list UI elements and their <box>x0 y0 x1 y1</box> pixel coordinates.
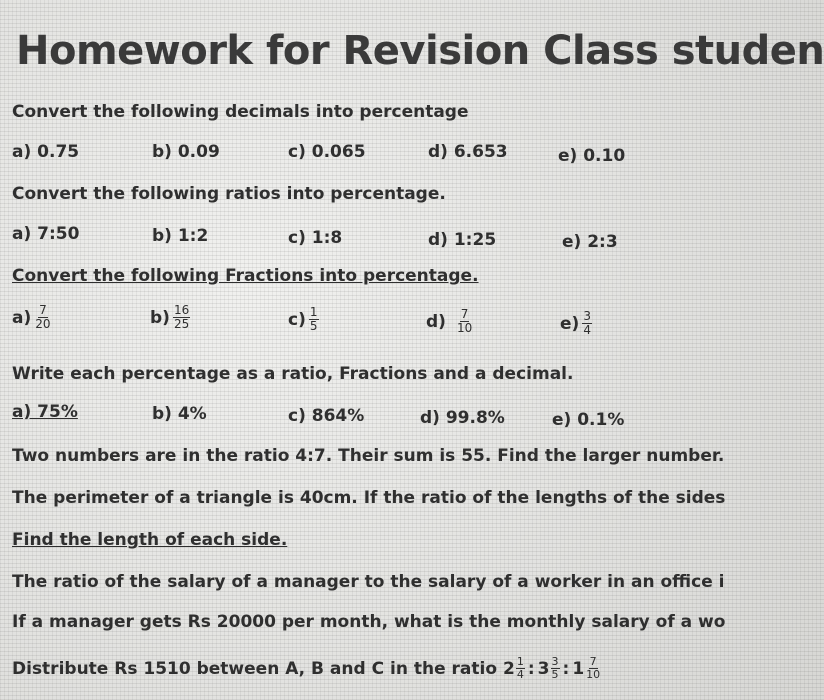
mixed-number-3 <box>572 656 601 681</box>
numerator: 1 <box>516 655 524 668</box>
q1-option-b: b) 0.09 <box>152 142 220 162</box>
q8-text <box>12 656 601 681</box>
q7-text-line2: If a manager gets Rs 20000 per month, what is the monthly salary of a wo <box>12 612 726 632</box>
denominator: 20 <box>35 317 51 331</box>
q4-option-b: b) 4% <box>152 404 207 424</box>
fraction <box>173 304 190 331</box>
q3-option-a <box>12 304 52 331</box>
q4-option-c: c) 864% <box>288 406 365 426</box>
q2-option-c: c) 1:8 <box>288 228 343 248</box>
q3-option-b <box>150 304 190 331</box>
q3-option-a-label: a) <box>12 307 32 328</box>
denominator: 10 <box>586 668 601 681</box>
fraction <box>309 306 319 333</box>
numerator: 7 <box>589 655 597 668</box>
q1-option-a: a) 0.75 <box>12 142 80 162</box>
fraction <box>456 308 473 335</box>
q3-heading: Convert the following Fractions into percentage. <box>12 266 479 286</box>
q8-prompt: Distribute Rs 1510 between A, B and C in the ratio <box>12 658 498 679</box>
numerator: 16 <box>173 303 190 317</box>
q3-option-c-label: c) <box>288 309 306 330</box>
q2-option-a: a) 7:50 <box>12 224 80 244</box>
fraction <box>516 656 525 681</box>
q3-option-e-label: e) <box>560 313 580 334</box>
numerator: 7 <box>460 307 469 321</box>
denominator: 10 <box>456 321 473 335</box>
q1-heading: Convert the following decimals into percentage <box>12 102 469 122</box>
q3-option-d-label: d) <box>426 311 446 332</box>
denominator: 4 <box>516 668 524 681</box>
q4-option-e: e) 0.1% <box>552 410 625 430</box>
denominator: 25 <box>173 317 190 331</box>
denominator: 5 <box>551 668 559 681</box>
mixed-number-2 <box>538 656 560 681</box>
fraction <box>585 656 601 681</box>
numerator: 7 <box>39 303 47 317</box>
q6-text-line2: Find the length of each side. <box>12 530 288 550</box>
q2-heading: Convert the following ratios into percentage. <box>12 184 446 204</box>
numerator: 3 <box>551 655 559 668</box>
q7-text-line1: The ratio of the salary of a manager to the salary of a worker in an office i <box>12 572 725 592</box>
denominator: 5 <box>309 319 318 333</box>
q2-option-d: d) 1:25 <box>428 230 497 250</box>
mixed-number-1 <box>503 656 525 681</box>
denominator: 4 <box>583 323 591 337</box>
fraction <box>34 304 51 331</box>
ratio-separator: : <box>527 658 535 679</box>
q2-option-b: b) 1:2 <box>152 226 209 246</box>
q1-option-c: c) 0.065 <box>288 142 366 162</box>
numerator: 1 <box>309 305 318 319</box>
q6-text-line1: The perimeter of a triangle is 40cm. If the ratio of the lengths of the sides <box>12 488 726 508</box>
fraction <box>582 310 592 337</box>
q3-option-c <box>288 306 319 333</box>
whole: 2 <box>503 658 515 679</box>
q3-option-d <box>426 308 473 335</box>
page-title: Homework for Revision Class studen <box>16 28 824 74</box>
q3-option-b-label: b) <box>150 307 170 328</box>
ratio-separator: : <box>562 658 570 679</box>
whole: 1 <box>572 658 585 679</box>
q3-option-e <box>560 310 592 337</box>
q2-option-e: e) 2:3 <box>562 232 618 252</box>
whole: 3 <box>537 658 550 679</box>
q4-heading: Write each percentage as a ratio, Fractions and a decimal. <box>12 364 574 384</box>
q1-option-e: e) 0.10 <box>558 146 626 166</box>
numerator: 3 <box>583 309 591 323</box>
q4-option-d: d) 99.8% <box>420 408 505 428</box>
q1-option-d: d) 6.653 <box>428 142 508 162</box>
q5-text: Two numbers are in the ratio 4:7. Their sum is 55. Find the larger number. <box>12 446 725 466</box>
q4-option-a: a) 75% <box>12 402 78 422</box>
fraction <box>551 656 560 681</box>
